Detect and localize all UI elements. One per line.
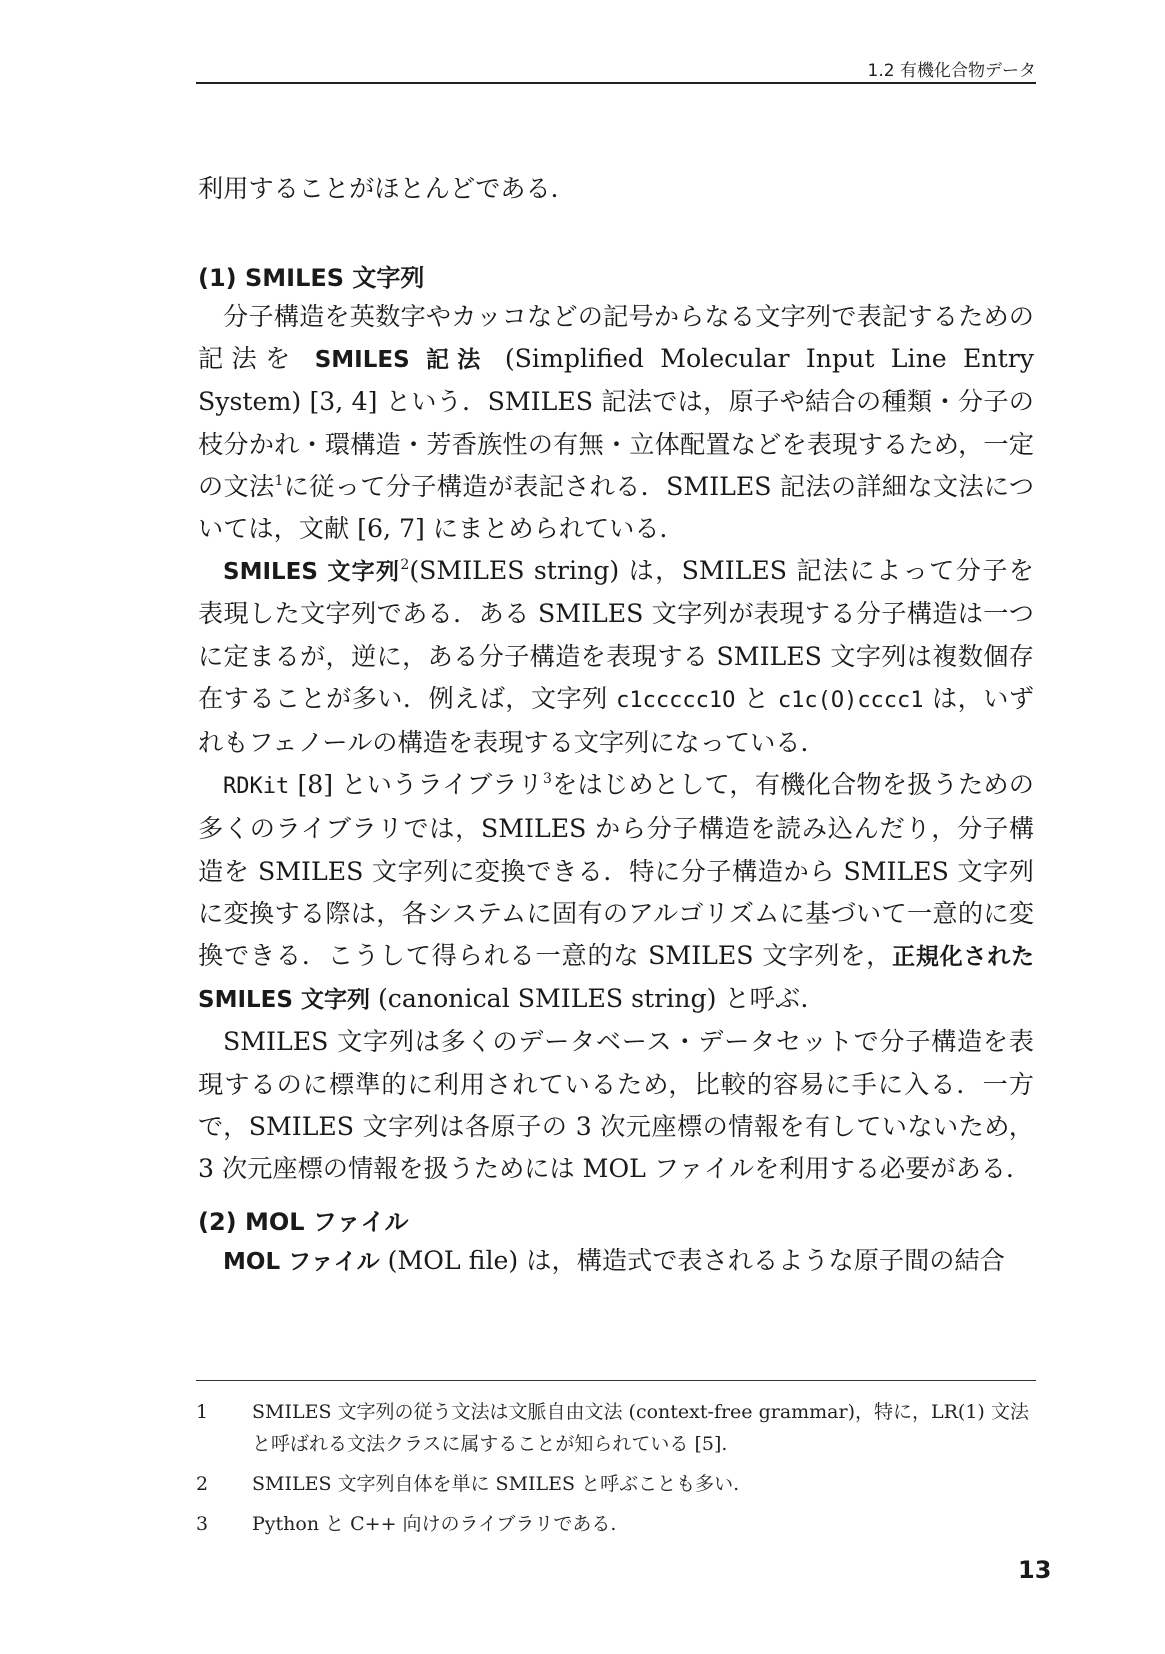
para-text: (Simplified Molecular Input Line Entry System) [3, 4] という．SMILES 記法では，原子や結合の種類・分子の枝分かれ・環構造・芳香族性の有無・立体配置などを表現するため，一定の文法 [198,344,1034,501]
term-smiles-notation: SMILES 記法 [314,347,489,374]
para-text: [8] というライブラリ [289,770,544,800]
para-text: に従って分子構造が表記される．SMILES 記法の詳細な文法については，文献 [6, 7] にまとめられている． [198,471,1035,544]
code-snippet: c1c(O)cccc1 [777,687,924,713]
footnote-ref[interactable]: 2 [400,557,410,574]
term-mol-file: MOL ファイル [223,1249,380,1275]
footnote-number: 3 [196,1513,209,1535]
footnote-ref[interactable]: 3 [543,771,552,788]
paragraph: SMILES 文字列は多くのデータベース・データセットで分子構造を表現するのに標準的に利用されているため，比較的容易に手に入る．一方で，SMILES 文字列は各原子の 3 次元座標の情報を有していないため，3 次元座標の情報を扱うためには MOL ファイルを利用する必要がある． [198,1027,1034,1184]
para-text: と [735,683,778,713]
section2-heading: (2) MOL ファイル [198,1208,409,1236]
footnote-text: SMILES 文字列の従う文法は文脈自由文法 (context-free grammar)，特に，LR(1) 文法と呼ばれる文法クラスに属することが知られている [5]. [252,1401,1029,1455]
section1-body [198,296,1034,1190]
para-text: は，いずれもフェノールの構造を表現する文字列になっている． [198,683,1034,758]
footnote [196,1508,1036,1540]
paragraph [198,1240,1034,1283]
footnote-ref[interactable]: 1 [274,472,284,489]
para-text: (MOL file) は，構造式で表されるような原子間の結合 [379,1246,1005,1275]
footnote-number: 2 [196,1473,209,1495]
para-text: (canonical SMILES string) と呼ぶ． [369,984,826,1014]
running-head: 1.2 有機化合物データ [867,61,1036,81]
intro-paragraph: 利用することがほとんどである． [198,174,576,203]
para-text: 分子構造を英数字やカッコなどの記号からなる文字列で表記するための記法を [198,302,1034,374]
term-smiles-string: SMILES 文字列 [223,559,401,586]
paragraph [198,296,1034,550]
code-snippet: RDKit [223,774,290,800]
para-text: をはじめとして，有機化合物を扱うための多くのライブラリでは，SMILES から分子構造を読み込んだり，分子構造を SMILES 文字列に変換できる．特に分子構造から SMILES 文字列に変換する際は，各システムに固有のアルゴリズムに基づいて一意的に変換できる．こうして得られる一意的な SMILES 文字列を， [198,770,1034,971]
section1-heading: (1) SMILES 文字列 [198,264,425,292]
code-snippet: c1ccccc1O [616,687,736,713]
footnote-number: 1 [196,1401,209,1423]
section2-body [198,1240,1034,1283]
footnote-text: SMILES 文字列自体を単に SMILES と呼ぶことも多い. [252,1473,740,1495]
paragraph [198,550,1034,764]
term-canonical-smiles: 正規化された SMILES 文字列 [198,944,1035,1014]
footnote-rule [196,1380,1036,1381]
footnote-text: Python と C++ 向けのライブラリである. [252,1513,617,1535]
para-text: (SMILES string) は，SMILES 記法によって分子を表現した文字列である．ある SMILES 文字列が表現する分子構造は一つに定まるが，逆に，ある分子構造を表現する SMILES 文字列は複数個存在することが多い．例えば，文字列 [198,556,1034,713]
header-rule [196,82,1036,84]
footnote [196,1468,1036,1500]
paragraph [198,764,1034,1021]
page-number: 13 [1018,1556,1052,1584]
intro-block [198,168,1034,210]
footnote [196,1396,1036,1460]
